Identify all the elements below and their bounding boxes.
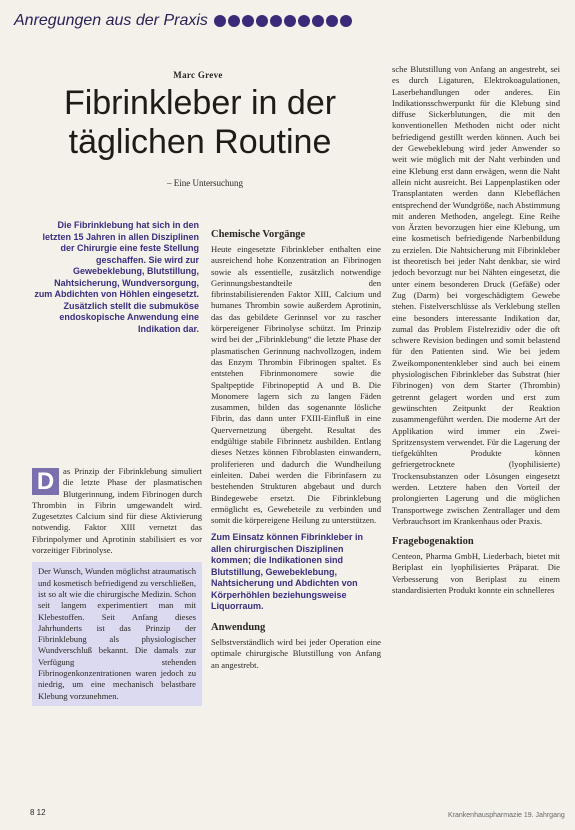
dot-icon [284, 15, 296, 27]
dot-icon [298, 15, 310, 27]
survey-paragraph: Centeon, Pharma GmbH, Liederbach, bietet mit Beriplast ein lyophilisiertes Präparat. Die Verbesserung von Beriplast zu einem standardisierten Produkt konnte ein schnelleres [392, 551, 560, 596]
article-lead: Die Fibrinklebung hat sich in den letzten 15 Jahren in allen Disziplinen der Chirurgie eine feste Stellung geschaffen. Sie wird zur Gewebeklebung, Blutstillung, Nahtsicherung, Wundversorgung, zum Abdichten von Höhlen eingesetzt. Zusätzlich stellt die submuköse endoskopische Anwendung eine Indikation dar. [34, 220, 199, 334]
article-title: Fibrinkleber in der täglichen Routine [63, 84, 337, 161]
column-right [392, 64, 560, 819]
section-title: Anregungen aus der Praxis [14, 12, 208, 29]
heading-survey: Fragebogenaktion [392, 536, 474, 548]
dot-icon [228, 15, 240, 27]
decorative-dots [214, 15, 352, 27]
dropcap: D [32, 468, 59, 495]
dot-icon [214, 15, 226, 27]
chemistry-paragraph: Heute eingesetzte Fibrinkleber enthalten eine ausreichend hohe Konzentration an Fibrinogen sowie als essentielle, zusätzlich notwendige Gerinnungsbestandteile den fibrinstabilisierenden Faktor XIII, Calcium und humanes Thrombin sowie außerdem Aprotinin, das das gebildete Gerinnsel vor zu rascher körpereigener Fibrinolyse schützt. Im Prinzip wird bei der „Fibrinklebung“ die letzte Phase der plasmatischen Gerinnung nachvollzogen, indem das Enzym Thrombin Fibrinogen spaltet. Es entstehen Fibrinmonomere sowie die Spaltpeptide Fibrinopeptid A und B. Die Monomere lagern sich zu langen Fäden zusammen, bilden das sogenannte lösliche Fibrin, das dann unter FXIII-Einfluß in eine Quervernetzung übergeht. Resultat des endgültige stabile Fibrinnetz ausbilden. Entlang dieses Netzes können Fibroblasten einwandern, proliferieren und dadurch die Wundheilung einleiten. Dabei werden die Fibrinfasern zu bestehenden Strukturen abgebaut und durch Bindegewebe ersetzt. Die Fibrinklebung ermöglicht es, Gewebeteile zu verbinden und somit die körpereigene Heilung zu unterstützen. [211, 244, 381, 526]
highlight-box: Der Wunsch, Wunden möglichst atraumatisch und kosmetisch befriedigend zu verschließen, ist so alt wie die chirurgische Medizin. Schon seit langem experimentiert man mit Klebestoffen. Seit Anfang dieses Jahrhunderts ist das Prinzip der Fibrinklebung als physiologischer Wundverschluß bekannt. Die damals zur Verfügung stehenden Fibrinogenkonzentrationen waren jedoch zu niedrig, um eine mechanisch belastbare Klebung vorzunehmen. [32, 562, 202, 706]
section-header [14, 6, 562, 36]
intro-paragraph [32, 466, 202, 556]
column-middle [211, 226, 381, 821]
dot-icon [242, 15, 254, 27]
page-number: 8 12 [30, 808, 46, 817]
dot-icon [270, 15, 282, 27]
column-left [32, 466, 202, 806]
dot-icon [312, 15, 324, 27]
intro-text: as Prinzip der Fibrinklebung simuliert die letzte Phase der plasmatischen Blutgerinnung, indem Fibrinogen durch Thrombin in Fibrin umgewandelt wird. Zugesetztes Calcium sind für diese Aktivierung notwendig. Faktor XIII vernetzt das Fibrinpolymer und Aprotinin stabilisiert es vor vorzeitiger Fibrinolyse. [32, 466, 202, 556]
journal-source: Krankenhauspharmazie 19. Jahrgang [448, 812, 565, 819]
dot-icon [340, 15, 352, 27]
pull-quote: Zum Einsatz können Fibrinkleber in allen chirurgischen Disziplinen kommen; die Indikationen sind Blutstillung, Gewebeklebung, Nahtsicherung und Abdichten von Körperhöhlen beziehungsweise Liquorraum. [211, 532, 364, 612]
heading-chemistry: Chemische Vorgänge [211, 229, 306, 240]
dot-icon [256, 15, 268, 27]
dot-icon [326, 15, 338, 27]
article-author: Marc Greve [173, 70, 223, 80]
heading-application: Anwendung [211, 621, 266, 633]
article-subtitle: – Eine Untersuchung [167, 178, 243, 188]
application-paragraph: Selbstverständlich wird bei jeder Operation eine optimale chirurgische Blutstillung von Anfang an angestrebt. [211, 636, 381, 670]
continuation-paragraph: sche Blutstillung von Anfang an angestrebt, sei es durch Ligaturen, Elektrokoagulationen, Laserbehandlungen oder anderes. Ein Indikationsschwerpunkt für die Klebung sind diffuse Sickerblutungen, die mit den konventionellen Methoden nicht oder nicht befriedigend gestillt werden können. Auch bei der Gewebeklebung wird jeder Anwender so weit wie möglich mit der Naht verbinden und eine Klebung erst dann erwägen, wenn die Naht allein nicht ausreicht. Bei Lappenplastiken oder Transplantaten werden dann Klebeflächen entsprechend der Wundgröße, nach Abstimmung mit anderen Methoden, angelegt. Eine Reihe von Ärzten bevorzugen hier eine Klebung, um eine kosmetisch befriedigende Narbenbildung zu erzielen. Die Nahtsicherung mit Fibrinkleber ist theoretisch bei jeder Naht denkbar, sie wird jedoch bevorzugt nur bei Nähten eingesetzt, die unter einem besonderen Druck (Gefäße) oder Zug (Darm) bei vorgeschädigtem Gewebe stehen. Fistelverschlüsse als Verklebung stellen eine besonders interessante Indikation dar, zumal das Problem Fistelrezidiv oder die oft schwere Revision bedingen und somit belastend für den Patienten sind. Wie bei jedem Zweikomponentenkleber sind auch bei einem physiologischen Fibrinkleber das Substrat (hier Fibrinogen) von dem Starter (Thrombin) getrennt gelagert worden und erst zum gewünschten Zeitpunkt der Reaktion zusammengeführt werden. Die moderne Art der Applikation wird immer ein Zwei-Spritzensystem verwendet. Für die Lagerung der tiefgekühlten Produkte können gefriergetrocknete (lyophilisierte) Trockensubstanzen oder Lösungen eingesetzt werden. Letztere haben den Vorteil der prolongierten Lagerung und die möglichen Transportwege zwischen Zentrallager und dem Verbrauchsort im Krankenhaus oder Praxis. [392, 64, 560, 526]
